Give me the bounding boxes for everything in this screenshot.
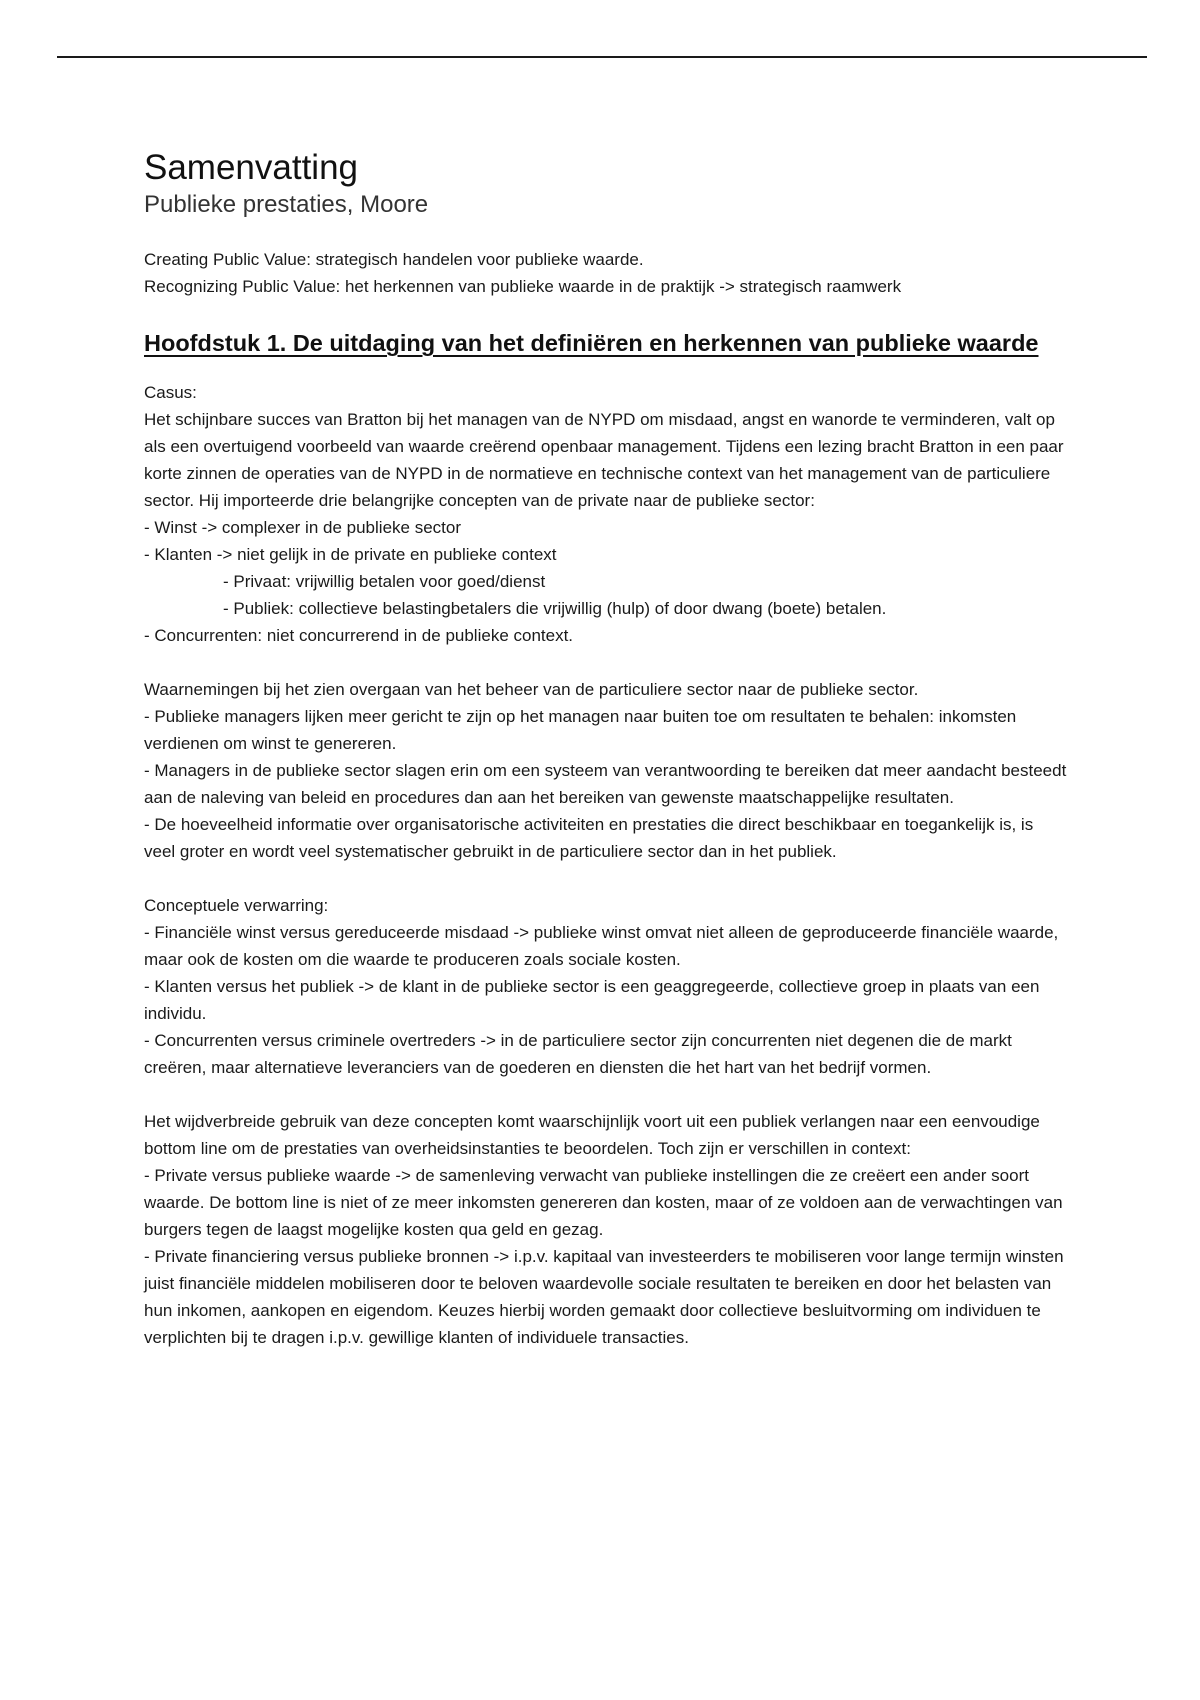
list-item: - Financiële winst versus gereduceerde misdaad -> publieke winst omvat niet alleen de geproduceerde financiële waarde, maar ook de kosten om die waarde te produceren zoals sociale kosten. — [144, 923, 1059, 969]
list-item: - Klanten versus het publiek -> de klant in de publieke sector is een geaggregeerde, collectieve groep in plaats van een individu. — [144, 977, 1040, 1023]
intro-line: Recognizing Public Value: het herkennen van publieke waarde in de praktijk -> strategisch raamwerk — [144, 277, 902, 296]
list-item: - Private financiering versus publieke bronnen -> i.p.v. kapitaal van investeerders te mobiliseren voor lange termijn winsten juist financiële middelen mobiliseren door te beloven waardevolle sociale resultaten te bereiken en door het belasten van hun inkomen, aankopen en eigendom. Keuzes hierbij worden gemaakt door collectieve besluitvorming om individuen te verplichten bij te dragen i.p.v. gewillige klanten of individuele transacties. — [144, 1247, 1064, 1347]
document-title: Samenvatting — [144, 148, 359, 187]
document-body — [144, 147, 1069, 1378]
intro-line: Creating Public Value: strategisch handelen voor publieke waarde. — [144, 250, 644, 269]
list-item: - Managers in de publieke sector slagen erin om een systeem van verantwoording te bereiken dat meer aandacht besteedt aan de naleving van beleid en procedures dan aan het bereiken van gewenste maatschappelijke resultaten. — [144, 761, 1067, 807]
section-heading: Het wijdverbreide gebruik van deze concepten komt waarschijnlijk voort uit een publiek verlangen naar een eenvoudige bottom line om de prestaties van overheidsinstanties te beoordelen. Toch zijn er verschillen in context: — [144, 1112, 1040, 1158]
section-paragraph: Het schijnbare succes van Bratton bij het managen van de NYPD om misdaad, angst en wanorde te verminderen, valt op als een overtuigend voorbeeld van waarde creërend openbaar management. Tijdens een lezing bracht Bratton in een paar korte zinnen de operaties van de NYPD in de normatieve en technische context van het management van de particuliere sector. Hij importeerde drie belangrijke concepten van de private naar de publieke sector: — [144, 410, 1064, 510]
document-subtitle: Publieke prestaties, Moore — [144, 191, 429, 218]
list-item: - Concurrenten versus criminele overtreders -> in de particuliere sector zijn concurrenten niet degenen die de markt creëren, maar alternatieve leveranciers van de goederen en diensten die het hart van het bedrijf vormen. — [144, 1031, 1012, 1077]
sub-list-item: - Privaat: vrijwillig betalen voor goed/dienst — [223, 572, 546, 591]
list-item: - De hoeveelheid informatie over organisatorische activiteiten en prestaties die direct beschikbaar en toegankelijk is, is veel groter en wordt veel systematischer gebruikt in de particuliere sector dan in het publiek. — [144, 815, 1034, 861]
sub-list-item: - Publiek: collectieve belastingbetalers die vrijwillig (hulp) of door dwang (boete) betalen. — [223, 599, 887, 618]
list-item: - Publieke managers lijken meer gericht te zijn op het managen naar buiten toe om resultaten te behalen: inkomsten verdienen om winst te genereren. — [144, 707, 1017, 753]
list-item: - Private versus publieke waarde -> de samenleving verwacht van publieke instellingen die ze creëert een ander soort waarde. De bottom line is niet of ze meer inkomsten genereren dan kosten, maar of ze voldoen aan de verwachtingen van burgers tegen de laagst mogelijke kosten qua geld en gezag. — [144, 1166, 1063, 1239]
list-item: - Klanten -> niet gelijk in de private en publieke context — [144, 545, 557, 564]
header-rule — [57, 56, 1147, 58]
section-conceptuele-verwarring — [144, 892, 1069, 1081]
section-casus — [144, 379, 1069, 649]
chapter-heading: Hoofdstuk 1. De uitdaging van het definiëren en herkennen van publieke waarde — [144, 330, 1039, 356]
section-waarnemingen — [144, 676, 1069, 865]
list-item: - Concurrenten: niet concurrerend in de publieke context. — [144, 626, 574, 645]
section-context — [144, 1108, 1069, 1351]
list-item: - Winst -> complexer in de publieke sector — [144, 518, 461, 537]
section-heading: Waarnemingen bij het zien overgaan van het beheer van de particuliere sector naar de publieke sector. — [144, 680, 919, 699]
intro-block — [144, 246, 1069, 300]
section-heading: Casus: — [144, 383, 197, 402]
section-heading: Conceptuele verwarring: — [144, 896, 329, 915]
